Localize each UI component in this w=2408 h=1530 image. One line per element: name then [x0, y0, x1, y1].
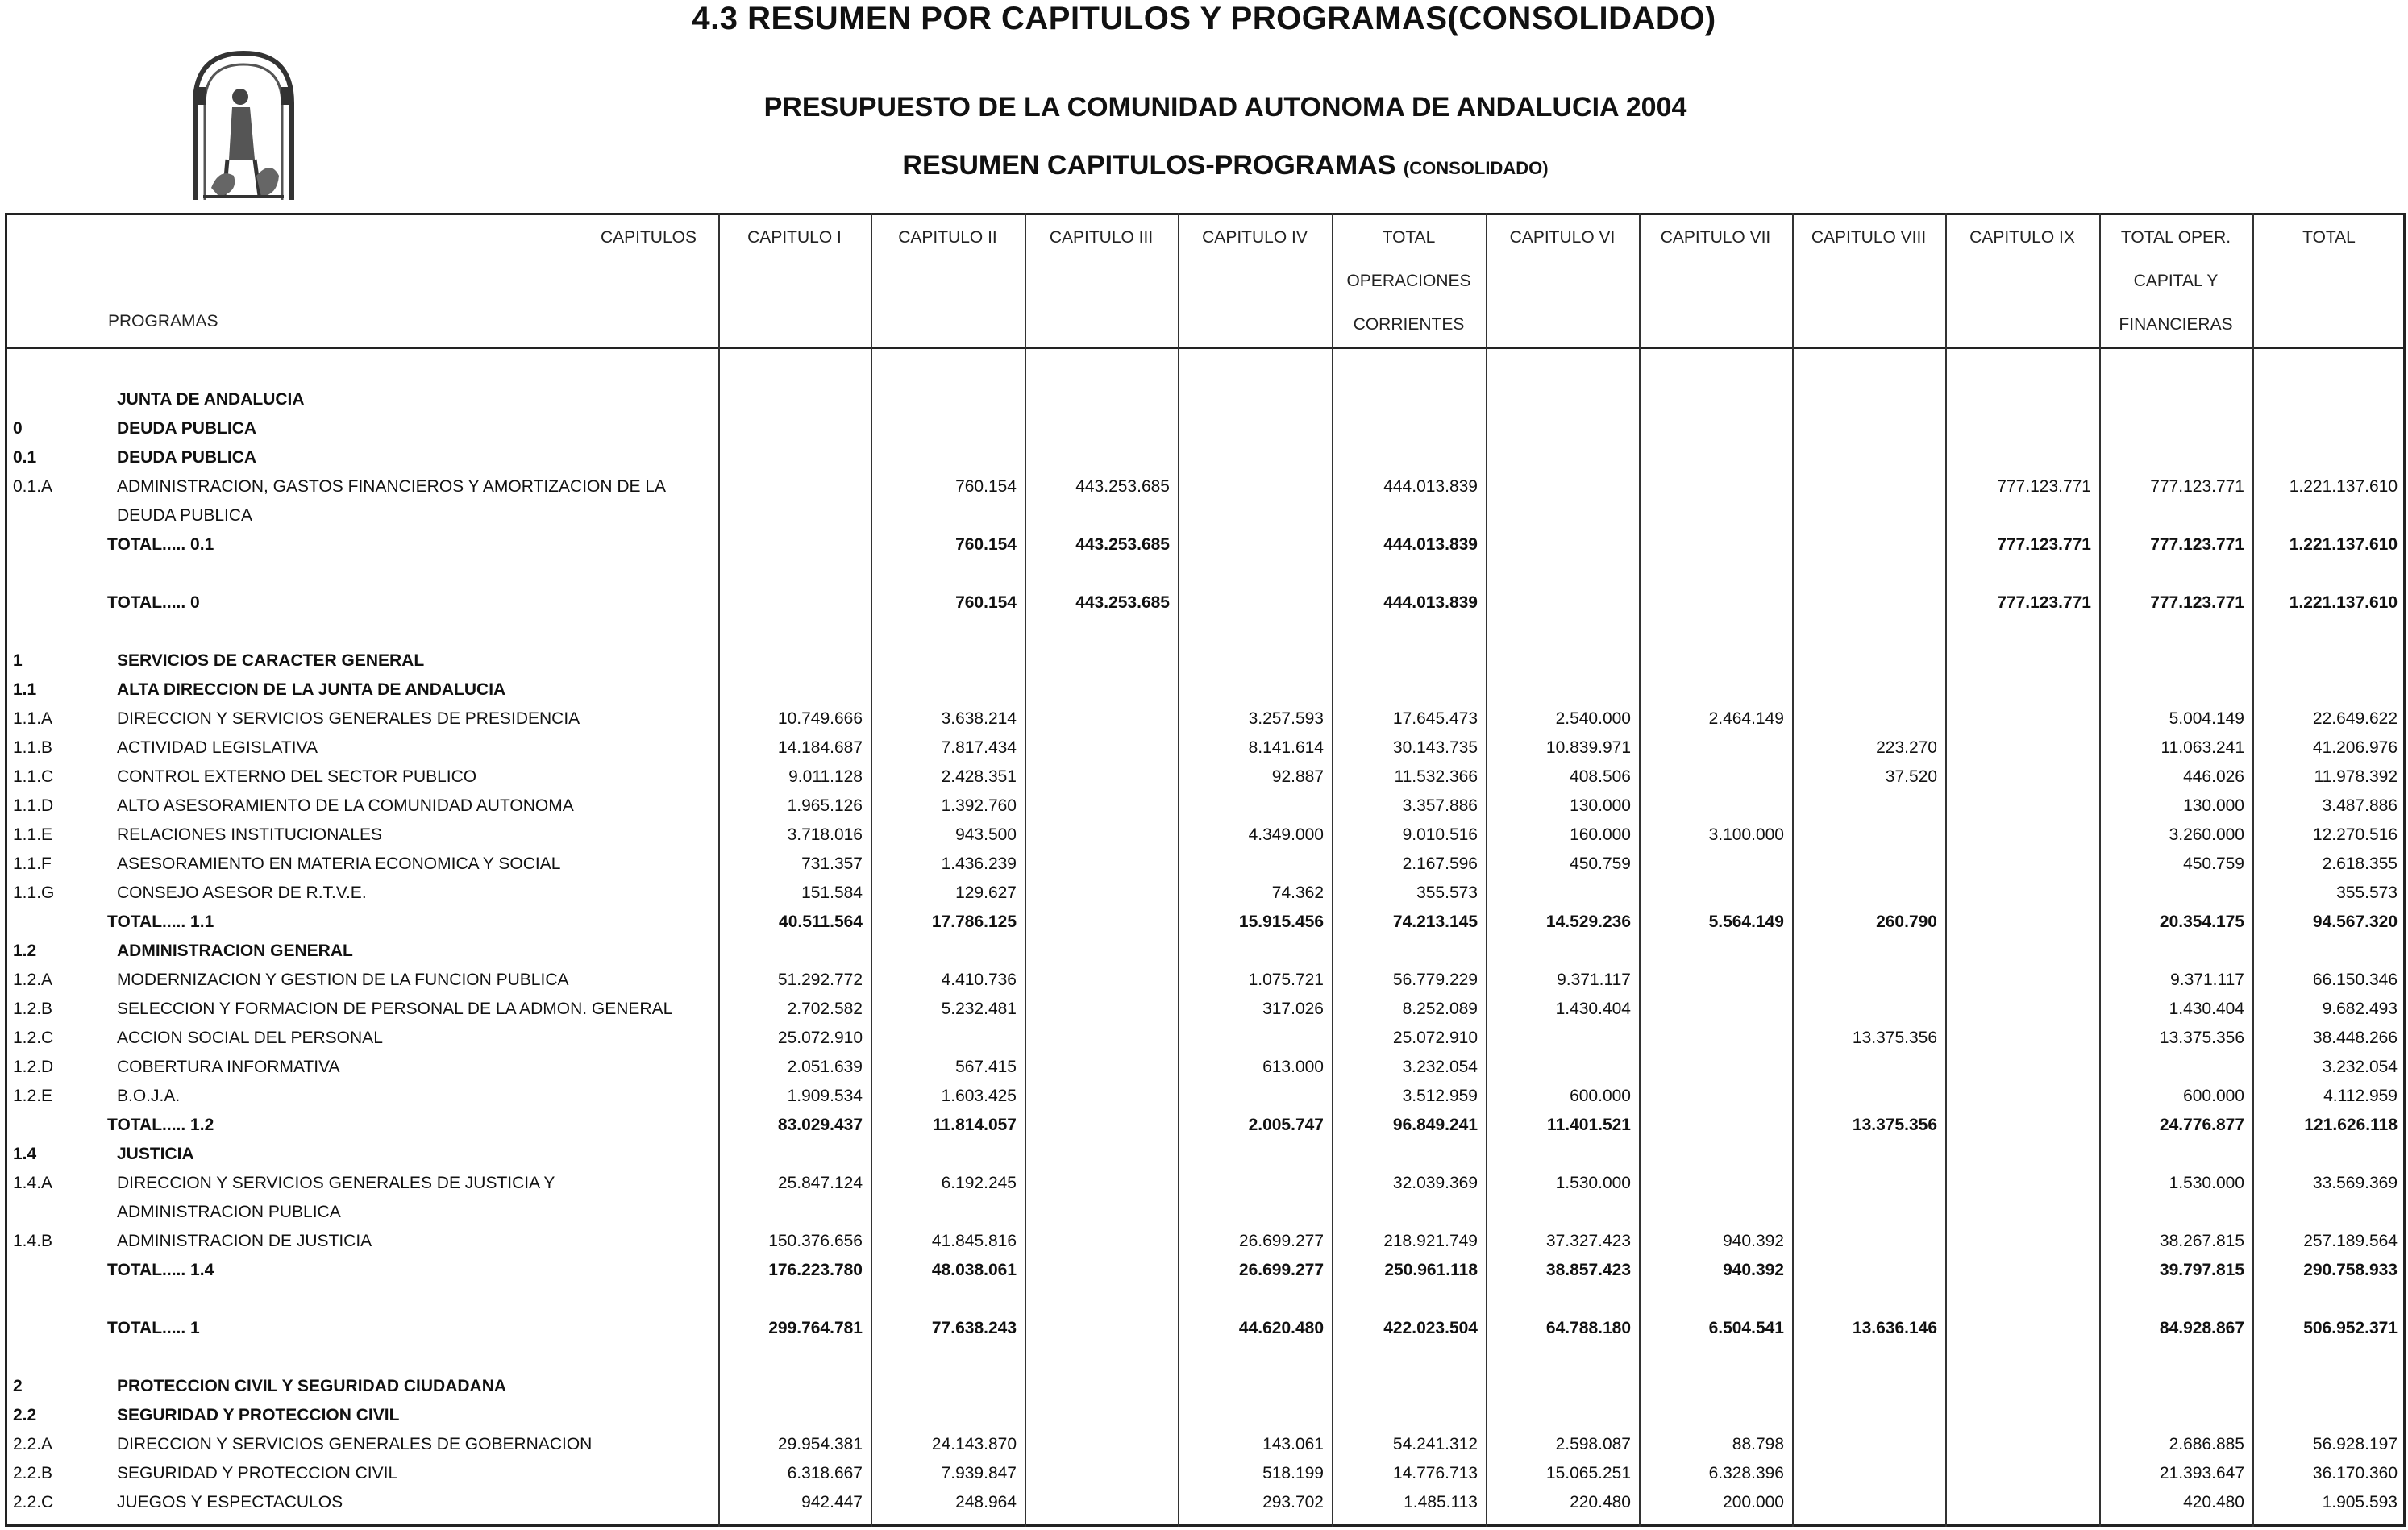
cell-value: 15.915.456	[1238, 913, 1324, 931]
cell-value: 760.154	[955, 593, 1017, 612]
row-description: TOTAL..... 1.2	[107, 1116, 214, 1134]
cell-value: 1.530.000	[1555, 1174, 1631, 1192]
cell-value: 25.072.910	[777, 1029, 863, 1047]
cell-value: 30.143.735	[1392, 738, 1478, 757]
cell-value: 2.686.885	[2169, 1435, 2244, 1453]
header-capitulos: CAPITULOS	[600, 228, 697, 247]
row-code: 2.2.B	[13, 1464, 53, 1482]
cell-value: 290.758.933	[2303, 1261, 2398, 1279]
row-description: TOTAL..... 0	[107, 593, 200, 612]
cell-value: 1.392.760	[941, 796, 1017, 815]
row-code: 1.1.C	[13, 767, 54, 786]
row-code: 1.1.E	[13, 825, 53, 844]
table-row	[0, 559, 2408, 588]
column-header: TOTAL	[1382, 228, 1436, 247]
row-code: 0	[13, 419, 23, 438]
cell-value: 25.072.910	[1392, 1029, 1478, 1047]
cell-value: 518.199	[1262, 1464, 1324, 1482]
cell-value: 355.573	[2336, 883, 2398, 902]
row-code: 1.2.C	[13, 1029, 54, 1047]
table-row	[0, 879, 2408, 908]
column-header: CAPITULO VII	[1660, 228, 1771, 247]
cell-value: 5.232.481	[941, 1000, 1017, 1018]
coat-of-arms-icon	[187, 47, 300, 204]
row-code: 0.1	[13, 448, 37, 467]
cell-value: 4.349.000	[1248, 825, 1324, 844]
cell-value: 3.718.016	[787, 825, 863, 844]
cell-value: 29.954.381	[777, 1435, 863, 1453]
table-row	[0, 1256, 2408, 1285]
cell-value: 777.123.771	[2150, 477, 2244, 496]
cell-value: 2.618.355	[2322, 854, 2398, 873]
cell-value: 408.506	[1570, 767, 1631, 786]
cell-value: 506.952.371	[2303, 1319, 2398, 1337]
row-description: RELACIONES INSTITUCIONALES	[117, 825, 383, 844]
cell-value: 299.764.781	[768, 1319, 863, 1337]
cell-value: 33.569.369	[2312, 1174, 2398, 1192]
cell-value: 40.511.564	[779, 913, 863, 931]
row-description: SELECCION Y FORMACION DE PERSONAL DE LA ADMON. GENERAL	[117, 1000, 673, 1018]
cell-value: 74.213.145	[1392, 913, 1478, 931]
row-code: 1.1.D	[13, 796, 54, 815]
column-header: CAPITULO IV	[1202, 228, 1308, 247]
cell-value: 6.504.541	[1708, 1319, 1784, 1337]
cell-value: 39.797.815	[2159, 1261, 2244, 1279]
table-row	[0, 1314, 2408, 1343]
cell-value: 37.520	[1885, 767, 1937, 786]
cell-value: 88.798	[1732, 1435, 1784, 1453]
table-row	[0, 617, 2408, 647]
column-header: FINANCIERAS	[2119, 315, 2233, 334]
cell-value: 41.206.976	[2312, 738, 2398, 757]
cell-value: 10.749.666	[777, 709, 863, 728]
row-description: ADMINISTRACION DE JUSTICIA	[117, 1232, 372, 1250]
cell-value: 13.375.356	[2159, 1029, 2244, 1047]
cell-value: 2.167.596	[1402, 854, 1478, 873]
row-code: 1.2	[13, 942, 37, 960]
cell-value: 20.354.175	[2159, 913, 2244, 931]
cell-value: 56.928.197	[2312, 1435, 2398, 1453]
row-code: 1.1.B	[13, 738, 53, 757]
row-description: CONSEJO ASESOR DE R.T.V.E.	[117, 883, 367, 902]
table-row	[0, 763, 2408, 792]
cell-value: 66.150.346	[2312, 971, 2398, 989]
table-row	[0, 530, 2408, 559]
main-title: 4.3 RESUMEN POR CAPITULOS Y PROGRAMAS(CONSOLIDADO)	[692, 1, 1716, 36]
cell-value: 760.154	[955, 535, 1017, 554]
table-row	[0, 472, 2408, 501]
cell-value: 3.260.000	[2169, 825, 2244, 844]
row-description: JUSTICIA	[117, 1145, 194, 1163]
cell-value: 143.061	[1262, 1435, 1324, 1453]
table-row	[0, 1372, 2408, 1401]
cell-value: 11.401.521	[1547, 1116, 1631, 1134]
cell-value: 94.567.320	[2312, 913, 2398, 931]
cell-value: 13.375.356	[1852, 1029, 1937, 1047]
cell-value: 21.393.647	[2159, 1464, 2244, 1482]
cell-value: 940.392	[1723, 1261, 1784, 1279]
cell-value: 11.532.366	[1394, 767, 1478, 786]
cell-value: 83.029.437	[777, 1116, 863, 1134]
cell-value: 1.075.721	[1248, 971, 1324, 989]
row-description: JUEGOS Y ESPECTACULOS	[117, 1493, 343, 1511]
table-row	[0, 676, 2408, 705]
column-header: TOTAL OPER.	[2120, 228, 2231, 247]
column-header: CAPITULO VI	[1509, 228, 1616, 247]
column-header: CAPITULO III	[1049, 228, 1154, 247]
cell-value: 1.436.239	[941, 854, 1017, 873]
row-code: 1.4.A	[13, 1174, 53, 1192]
cell-value: 6.192.245	[941, 1174, 1017, 1192]
cell-value: 7.817.434	[941, 738, 1017, 757]
cell-value: 36.170.360	[2312, 1464, 2398, 1482]
header-divider	[5, 347, 2406, 349]
cell-value: 160.000	[1570, 825, 1631, 844]
table-row	[0, 908, 2408, 937]
document-subtitle: PRESUPUESTO DE LA COMUNIDAD AUTONOMA DE ANDALUCIA 2004	[763, 92, 1687, 123]
cell-value: 37.327.423	[1545, 1232, 1631, 1250]
cell-value: 15.065.251	[1545, 1464, 1631, 1482]
row-code: 1.2.D	[13, 1058, 54, 1076]
column-header: CAPITULO VIII	[1811, 228, 1927, 247]
cell-value: 218.921.749	[1383, 1232, 1478, 1250]
cell-value: 1.965.126	[787, 796, 863, 815]
cell-value: 41.845.816	[931, 1232, 1017, 1250]
cell-value: 777.123.771	[1997, 535, 2091, 554]
cell-value: 56.779.229	[1392, 971, 1478, 989]
row-description: TOTAL..... 1	[107, 1319, 200, 1337]
cell-value: 1.221.137.610	[2289, 477, 2398, 496]
cell-value: 44.620.480	[1238, 1319, 1324, 1337]
row-code: 1.1	[13, 680, 37, 699]
cell-value: 248.964	[955, 1493, 1017, 1511]
table-row	[0, 647, 2408, 676]
table-row	[0, 1024, 2408, 1053]
row-description: ADMINISTRACION GENERAL	[117, 942, 353, 960]
row-code: 1.1.F	[13, 854, 52, 873]
cell-value: 130.000	[1570, 796, 1631, 815]
row-description: ALTA DIRECCION DE LA JUNTA DE ANDALUCIA	[117, 680, 506, 699]
table-row	[0, 443, 2408, 472]
row-description: CONTROL EXTERNO DEL SECTOR PUBLICO	[117, 767, 477, 786]
table-row	[0, 850, 2408, 879]
row-description: TOTAL..... 1.1	[107, 913, 214, 931]
row-code: 1.1.G	[13, 883, 55, 902]
column-header: TOTAL	[2302, 228, 2356, 247]
cell-value: 1.221.137.610	[2289, 535, 2398, 554]
cell-value: 84.928.867	[2159, 1319, 2244, 1337]
cell-value: 1.430.404	[1555, 1000, 1631, 1018]
table-row	[0, 1401, 2408, 1430]
cell-value: 250.961.118	[1384, 1261, 1478, 1279]
row-code: 1	[13, 651, 23, 670]
cell-value: 2.005.747	[1248, 1116, 1324, 1134]
cell-value: 121.626.118	[2304, 1116, 2398, 1134]
cell-value: 130.000	[2183, 796, 2244, 815]
row-description: ADMINISTRACION, GASTOS FINANCIEROS Y AMORTIZACION DE LA	[117, 477, 667, 496]
cell-value: 444.013.839	[1383, 593, 1478, 612]
cell-value: 420.480	[2183, 1493, 2244, 1511]
row-description: ADMINISTRACION PUBLICA	[117, 1203, 341, 1221]
cell-value: 14.184.687	[777, 738, 863, 757]
cell-value: 3.232.054	[2322, 1058, 2398, 1076]
table-row	[0, 1082, 2408, 1111]
cell-value: 51.292.772	[777, 971, 863, 989]
row-description: SEGURIDAD Y PROTECCION CIVIL	[117, 1464, 398, 1482]
row-code: 2	[13, 1377, 23, 1395]
cell-value: 96.849.241	[1392, 1116, 1478, 1134]
cell-value: 64.788.180	[1545, 1319, 1631, 1337]
row-description: PROTECCION CIVIL Y SEGURIDAD CIUDADANA	[117, 1377, 507, 1395]
cell-value: 17.645.473	[1392, 709, 1478, 728]
row-code: 1.4	[13, 1145, 37, 1163]
cell-value: 3.232.054	[1402, 1058, 1478, 1076]
cell-value: 151.584	[801, 883, 863, 902]
cell-value: 10.839.971	[1545, 738, 1631, 757]
cell-value: 24.776.877	[2159, 1116, 2244, 1134]
row-code: 1.2.E	[13, 1087, 53, 1105]
row-code: 2.2.C	[13, 1493, 54, 1511]
cell-value: 355.573	[1416, 883, 1478, 902]
row-code: 2.2.A	[13, 1435, 53, 1453]
cell-value: 9.682.493	[2322, 1000, 2398, 1018]
table-row	[0, 1285, 2408, 1314]
table-row	[0, 1459, 2408, 1488]
cell-value: 14.529.236	[1545, 913, 1631, 931]
cell-value: 260.790	[1876, 913, 1937, 931]
subtitle2-main: RESUMEN CAPITULOS-PROGRAMAS	[902, 150, 1396, 181]
cell-value: 446.026	[2183, 767, 2244, 786]
cell-value: 731.357	[801, 854, 863, 873]
cell-value: 443.253.685	[1075, 593, 1170, 612]
cell-value: 176.223.780	[768, 1261, 863, 1279]
cell-value: 613.000	[1262, 1058, 1324, 1076]
cell-value: 567.415	[955, 1058, 1017, 1076]
cell-value: 1.430.404	[2169, 1000, 2244, 1018]
column-header: CAPITULO I	[747, 228, 842, 247]
cell-value: 1.221.137.610	[2289, 593, 2398, 612]
cell-value: 293.702	[1262, 1493, 1324, 1511]
document-subtitle-2	[564, 150, 1886, 181]
cell-value: 14.776.713	[1392, 1464, 1478, 1482]
row-code: 1.2.A	[13, 971, 53, 989]
cell-value: 4.112.959	[2323, 1087, 2398, 1105]
cell-value: 26.699.277	[1238, 1261, 1324, 1279]
cell-value: 1.485.113	[1404, 1493, 1478, 1511]
cell-value: 26.699.277	[1238, 1232, 1324, 1250]
cell-value: 3.357.886	[1402, 796, 1478, 815]
cell-value: 77.638.243	[931, 1319, 1017, 1337]
subtitle2-small: (CONSOLIDADO)	[1403, 158, 1549, 178]
cell-value: 7.939.847	[941, 1464, 1017, 1482]
row-code: 0.1.A	[13, 477, 53, 496]
cell-value: 17.786.125	[931, 913, 1017, 931]
table-row	[0, 1488, 2408, 1517]
cell-value: 257.189.564	[2303, 1232, 2398, 1250]
cell-value: 942.447	[801, 1493, 863, 1511]
cell-value: 150.376.656	[768, 1232, 863, 1250]
cell-value: 777.123.771	[1997, 477, 2091, 496]
row-description: DEUDA PUBLICA	[117, 506, 253, 525]
table-row	[0, 1169, 2408, 1198]
cell-value: 11.814.057	[933, 1116, 1017, 1134]
cell-value: 5.004.149	[2169, 709, 2244, 728]
cell-value: 443.253.685	[1075, 477, 1170, 496]
cell-value: 1.530.000	[2169, 1174, 2244, 1192]
cell-value: 2.428.351	[941, 767, 1017, 786]
cell-value: 38.267.815	[2159, 1232, 2244, 1250]
cell-value: 450.759	[2183, 854, 2244, 873]
cell-value: 74.362	[1271, 883, 1324, 902]
row-description: SEGURIDAD Y PROTECCION CIVIL	[117, 1406, 400, 1424]
cell-value: 444.013.839	[1383, 535, 1478, 554]
cell-value: 1.905.593	[2322, 1493, 2398, 1511]
cell-value: 48.038.061	[931, 1261, 1017, 1279]
table-row	[0, 1430, 2408, 1459]
cell-value: 223.270	[1876, 738, 1937, 757]
cell-value: 600.000	[2183, 1087, 2244, 1105]
row-description: ACCION SOCIAL DEL PERSONAL	[117, 1029, 383, 1047]
row-description: ACTIVIDAD LEGISLATIVA	[117, 738, 318, 757]
row-description: DIRECCION Y SERVICIOS GENERALES DE PRESIDENCIA	[117, 709, 580, 728]
cell-value: 3.638.214	[941, 709, 1017, 728]
cell-value: 422.023.504	[1383, 1319, 1478, 1337]
column-header: CAPITULO II	[898, 228, 997, 247]
row-description: TOTAL..... 1.4	[107, 1261, 214, 1279]
row-code: 1.4.B	[13, 1232, 53, 1250]
cell-value: 940.392	[1723, 1232, 1784, 1250]
cell-value: 777.123.771	[1997, 593, 2091, 612]
cell-value: 54.241.312	[1392, 1435, 1478, 1453]
cell-value: 220.480	[1570, 1493, 1631, 1511]
row-description: SERVICIOS DE CARACTER GENERAL	[117, 651, 425, 670]
cell-value: 9.371.117	[2170, 971, 2244, 989]
cell-value: 8.252.089	[1402, 1000, 1478, 1018]
table-row	[0, 966, 2408, 995]
cell-value: 443.253.685	[1075, 535, 1170, 554]
row-description: ALTO ASESORAMIENTO DE LA COMUNIDAD AUTONOMA	[117, 796, 574, 815]
cell-value: 3.257.593	[1248, 709, 1324, 728]
row-description: DIRECCION Y SERVICIOS GENERALES DE JUSTICIA Y	[117, 1174, 555, 1192]
cell-value: 11.063.241	[2161, 738, 2244, 757]
cell-value: 760.154	[955, 477, 1017, 496]
cell-value: 777.123.771	[2150, 593, 2244, 612]
cell-value: 1.909.534	[787, 1087, 863, 1105]
cell-value: 777.123.771	[2150, 535, 2244, 554]
row-code: 1.1.A	[13, 709, 53, 728]
cell-value: 38.448.266	[2312, 1029, 2398, 1047]
cell-value: 2.051.639	[787, 1058, 863, 1076]
table-row	[0, 385, 2408, 414]
cell-value: 1.603.425	[941, 1087, 1017, 1105]
cell-value: 129.627	[955, 883, 1017, 902]
row-description: MODERNIZACION Y GESTION DE LA FUNCION PUBLICA	[117, 971, 569, 989]
cell-value: 3.100.000	[1708, 825, 1784, 844]
column-header: CORRIENTES	[1353, 315, 1465, 334]
row-description: COBERTURA INFORMATIVA	[117, 1058, 340, 1076]
cell-value: 8.141.614	[1248, 738, 1324, 757]
cell-value: 22.649.622	[2312, 709, 2398, 728]
table-row	[0, 734, 2408, 763]
cell-value: 13.636.146	[1852, 1319, 1937, 1337]
cell-value: 4.410.736	[941, 971, 1017, 989]
row-description: DEUDA PUBLICA	[117, 448, 257, 467]
column-header: CAPITAL Y	[2133, 272, 2219, 290]
cell-value: 200.000	[1723, 1493, 1784, 1511]
cell-value: 9.011.128	[788, 767, 863, 786]
row-description: B.O.J.A.	[117, 1087, 181, 1105]
table-row	[0, 1227, 2408, 1256]
cell-value: 943.500	[955, 825, 1017, 844]
cell-value: 11.978.392	[2314, 767, 2398, 786]
cell-value: 12.270.516	[2312, 825, 2398, 844]
cell-value: 6.328.396	[1708, 1464, 1784, 1482]
column-header: CAPITULO IX	[1969, 228, 2075, 247]
table-row	[0, 414, 2408, 443]
table-row	[0, 588, 2408, 617]
cell-value: 9.010.516	[1402, 825, 1478, 844]
table-row	[0, 821, 2408, 850]
row-description: TOTAL..... 0.1	[107, 535, 214, 554]
cell-value: 2.598.087	[1555, 1435, 1631, 1453]
row-description: ASESORAMIENTO EN MATERIA ECONOMICA Y SOCIAL	[117, 854, 561, 873]
table-row	[0, 937, 2408, 966]
table-row	[0, 792, 2408, 821]
cell-value: 2.702.582	[787, 1000, 863, 1018]
table-row	[0, 995, 2408, 1024]
cell-value: 6.318.667	[787, 1464, 863, 1482]
cell-value: 3.512.959	[1402, 1087, 1478, 1105]
cell-value: 2.540.000	[1555, 709, 1631, 728]
cell-value: 13.375.356	[1852, 1116, 1937, 1134]
table-row	[0, 705, 2408, 734]
cell-value: 9.371.117	[1557, 971, 1631, 989]
cell-value: 24.143.870	[931, 1435, 1017, 1453]
row-code: 1.2.B	[13, 1000, 53, 1018]
cell-value: 38.857.423	[1545, 1261, 1631, 1279]
cell-value: 3.487.886	[2322, 796, 2398, 815]
cell-value: 317.026	[1262, 1000, 1324, 1018]
row-description: JUNTA DE ANDALUCIA	[117, 390, 305, 409]
column-header: OPERACIONES	[1346, 272, 1471, 290]
row-description: DEUDA PUBLICA	[117, 419, 257, 438]
cell-value: 25.847.124	[777, 1174, 863, 1192]
cell-value: 5.564.149	[1708, 913, 1784, 931]
table-row	[0, 1053, 2408, 1082]
cell-value: 444.013.839	[1383, 477, 1478, 496]
cell-value: 600.000	[1570, 1087, 1631, 1105]
table-row	[0, 1111, 2408, 1140]
cell-value: 92.887	[1271, 767, 1324, 786]
table-row	[0, 1140, 2408, 1169]
table-row	[0, 1198, 2408, 1227]
table-row	[0, 501, 2408, 530]
cell-value: 450.759	[1570, 854, 1631, 873]
row-code: 2.2	[13, 1406, 37, 1424]
row-description: DIRECCION Y SERVICIOS GENERALES DE GOBERNACION	[117, 1435, 593, 1453]
cell-value: 2.464.149	[1708, 709, 1784, 728]
cell-value: 32.039.369	[1392, 1174, 1478, 1192]
table-row	[0, 1343, 2408, 1372]
header-programas: PROGRAMAS	[108, 312, 218, 331]
